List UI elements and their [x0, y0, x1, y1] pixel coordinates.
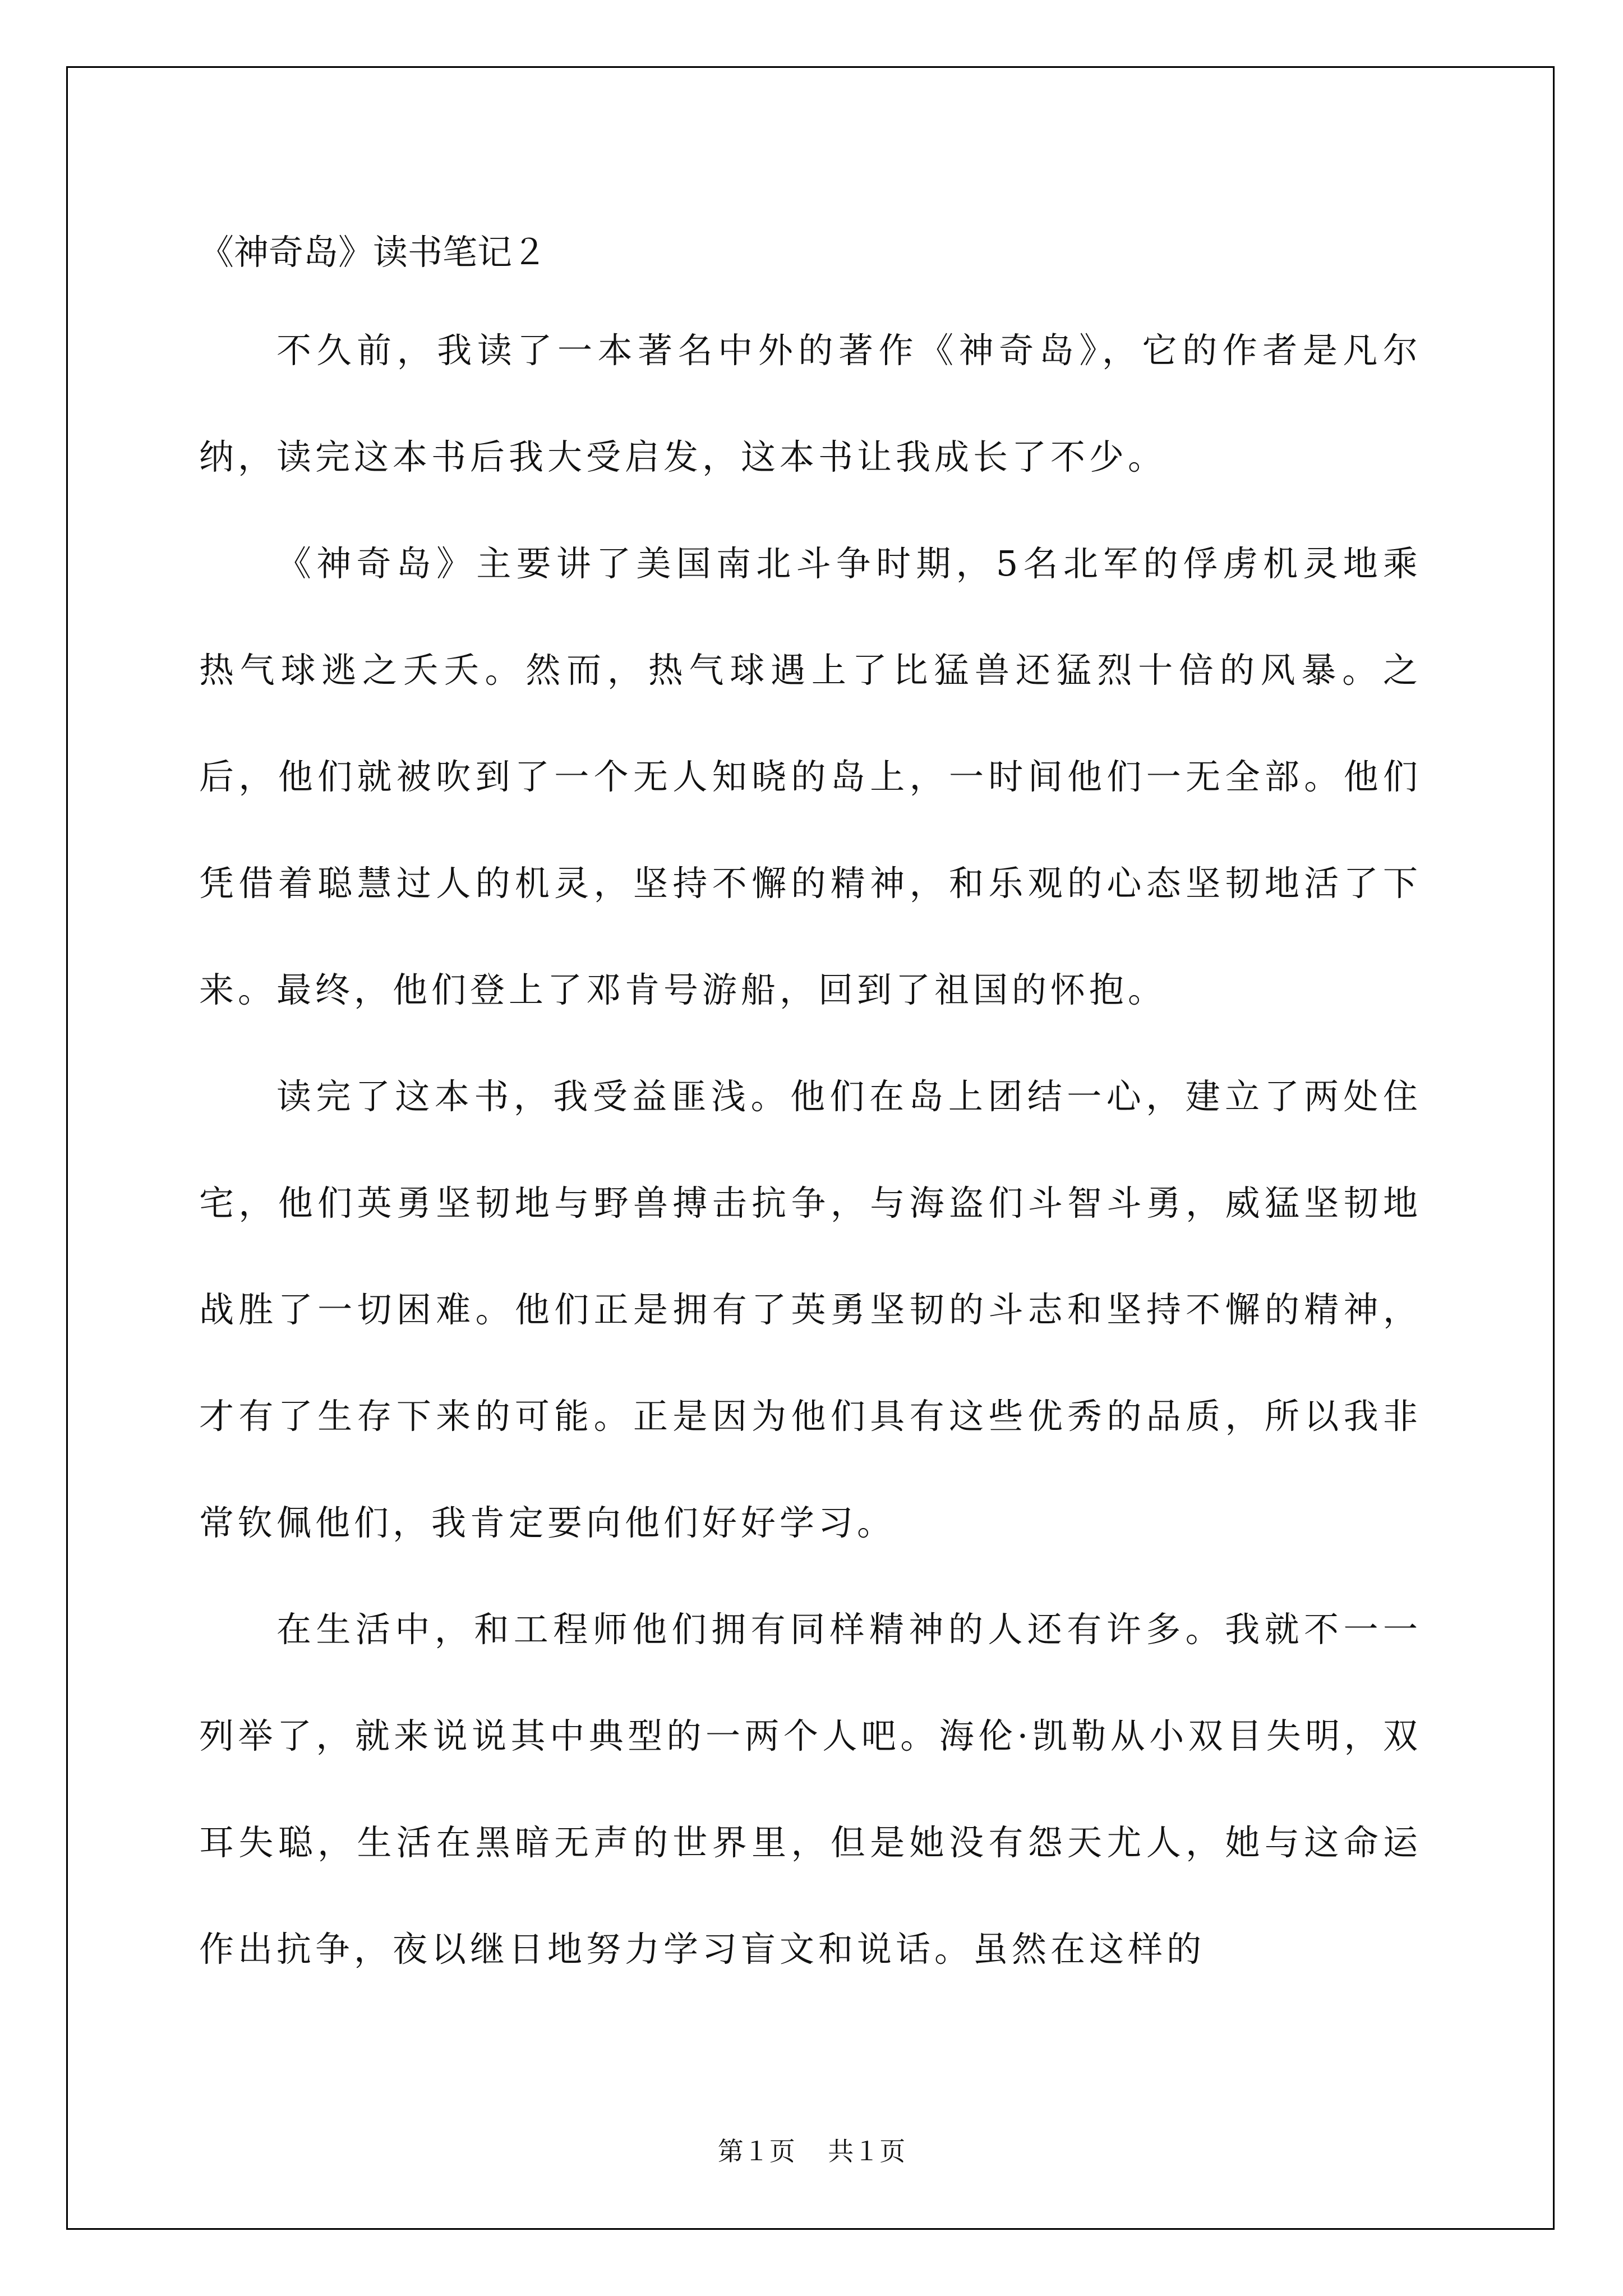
paragraph: 不久前，我读了一本著名中外的著作《神奇岛》，它的作者是凡尔纳，读完这本书后我大受启发，这本书让我成长了不少。 [199, 330, 1422, 477]
paragraph: 《神奇岛》主要讲了美国南北斗争时期，5名北军的俘虏机灵地乘热气球逃之夭夭。然而，热气球遇上了比猛兽还猛烈十倍的风暴。之后，他们就被吹到了一个无人知晓的岛上，一时间他们一无全部。他们凭借着聪慧过人的机灵，坚持不懈的精神，和乐观的心态坚韧地活了下来。最终，他们登上了邓肯号游船，回到了祖国的怀抱。 [199, 543, 1422, 1010]
paragraph: 读完了这本书，我受益匪浅。他们在岛上团结一心，建立了两处住宅，他们英勇坚韧地与野兽搏击抗争，与海盗们斗智斗勇，威猛坚韧地战胜了一切困难。他们正是拥有了英勇坚韧的斗志和坚持不懈的精神，才有了生存下来的可能。正是因为他们具有这些优秀的品质，所以我非常钦佩他们，我肯定要向他们好好学习。 [199, 1076, 1422, 1543]
page-number-footer: 第１页 共１页 [717, 2136, 906, 2166]
paragraph: 在生活中，和工程师他们拥有同样精神的人还有许多。我就不一一列举了，就来说说其中典型的一两个人吧。海伦·凯勒从小双目失明，双耳失聪，生活在黑暗无声的世界里，但是她没有怨天尤人，她与这命运作出抗争，夜以继日地努力学习盲文和说话。虽然在这样的 [199, 1609, 1422, 1970]
document-title: 《神奇岛》读书笔记２ [199, 232, 547, 273]
